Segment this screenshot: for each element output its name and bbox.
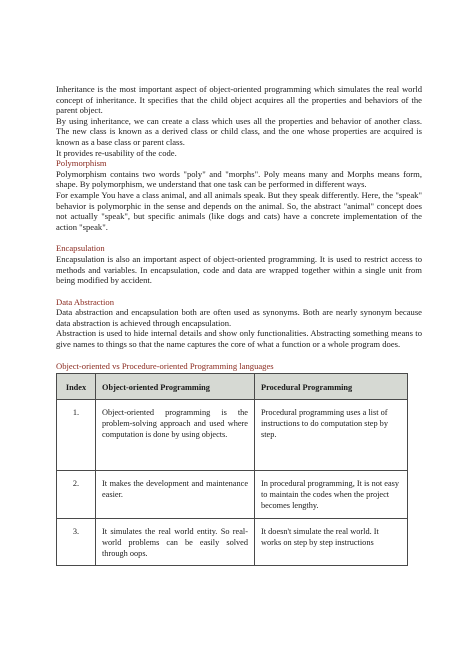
section-spacer (56, 350, 422, 361)
encapsulation-heading: Encapsulation (56, 243, 105, 254)
polymorphism-paragraph-1: Polymorphism contains two words "poly" and "morphs". Poly means many and Morphs means form, shape. By polymorphism, we understand that one task can be performed in different ways. (56, 168, 422, 190)
data-abstraction-heading: Data Abstraction (56, 296, 114, 307)
table-row (57, 519, 408, 566)
inheritance-paragraph-1: Inheritance is the most important aspect of object-oriented programming which simulates the real world concept of inheritance. It specifies that the child object acquires all the properties and behaviors of the parent object. (56, 84, 422, 116)
column-header-index: Index (57, 374, 96, 400)
row-index-cell: 1. (57, 400, 96, 471)
polymorphism-heading: Polymorphism (56, 158, 107, 169)
column-header-procedural: Procedural Programming (255, 374, 408, 400)
inheritance-paragraph-3: It provides re-usability of the code. (56, 147, 177, 158)
page-content (56, 84, 422, 566)
oop-cell: It simulates the real world entity. So real-world problems can be easily solved through oops. (96, 519, 255, 566)
encapsulation-paragraph: Encapsulation is also an important aspect of object-oriented programming. It is used to restrict access to methods and variables. In encapsulation, code and data are wrapped together within a single unit from being modified by accident. (56, 253, 422, 286)
procedural-cell: In procedural programming, It is not easy to maintain the codes when the project becomes lengthy. (255, 471, 408, 519)
row-index-cell: 2. (57, 471, 96, 519)
oop-cell: Object-oriented programming is the problem-solving approach and used where computation is done by using objects. (96, 400, 255, 471)
section-spacer (56, 286, 422, 297)
polymorphism-paragraph-2: For example You have a class animal, and all animals speak. But they speak differently. Here, the "speak" behavior is polymorphic in the sense and depends on the animal. So, the abstract "animal" concept does not actually "speak", but specific animals (like dogs and cats) have a concrete implementation of the action "speak". (56, 189, 422, 232)
procedural-cell: It doesn't simulate the real world. It works on step by step instructions (255, 519, 408, 566)
row-index-cell: 3. (57, 519, 96, 566)
oop-cell: It makes the development and maintenance easier. (96, 471, 255, 519)
section-spacer (56, 232, 422, 243)
table-header-row (57, 374, 408, 400)
table-row (57, 471, 408, 519)
procedural-cell: Procedural programming uses a list of instructions to do computation step by step. (255, 400, 408, 471)
inheritance-paragraph-2: By using inheritance, we can create a class which uses all the properties and behavior of another class. The new class is known as a derived class or child class, and the one whose properties are acquired is known as a base class or parent class. (56, 115, 422, 147)
column-header-oop: Object-oriented Programming (96, 374, 255, 400)
table-row (57, 400, 408, 471)
comparison-heading: Object-oriented vs Procedure-oriented Programming languages (56, 360, 274, 371)
data-abstraction-paragraph-1: Data abstraction and encapsulation both are often used as synonyms. Both are nearly synonym because data abstraction is achieved through encapsulation. (56, 307, 422, 328)
data-abstraction-paragraph-2: Abstraction is used to hide internal details and show only functionalities. Abstracting something means to give names to things so that the name captures the core of what a function or a whole program does. (56, 328, 422, 350)
comparison-table (56, 373, 408, 566)
